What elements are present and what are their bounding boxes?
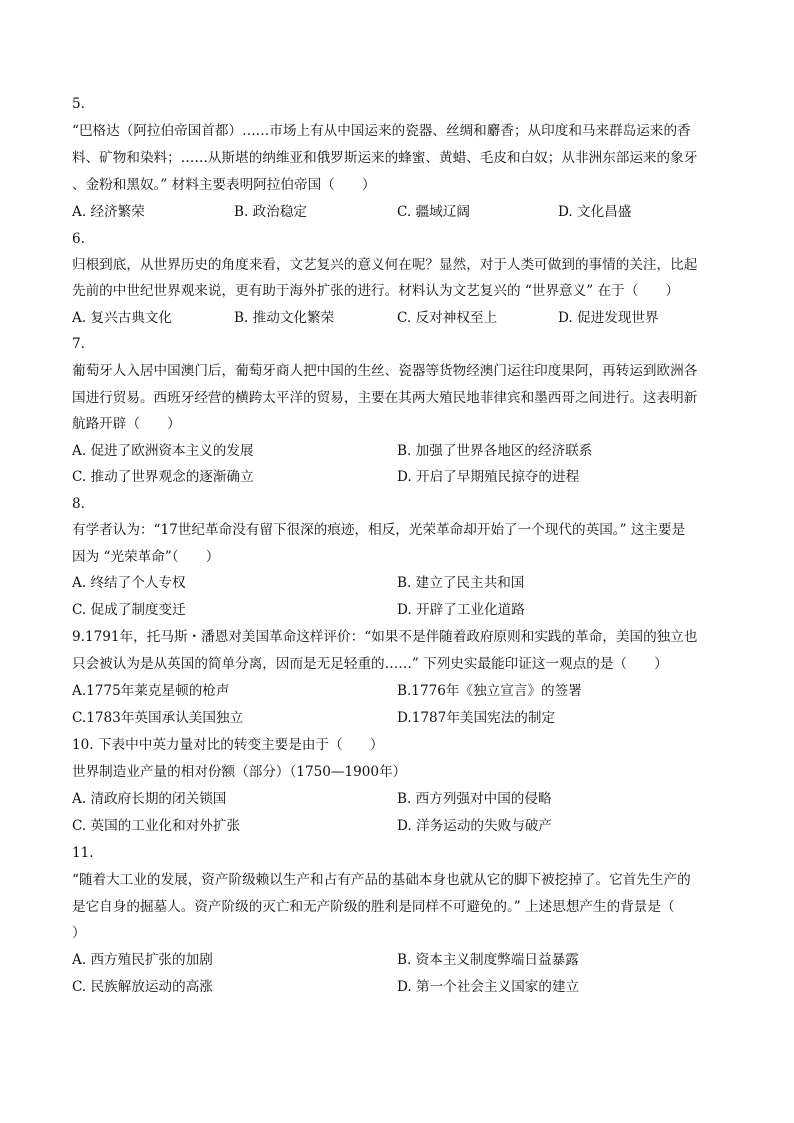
question-5-stem-line-1: “巴格达（阿拉伯帝国首都）……市场上有从中国运来的瓷器、丝绸和麝香；从印度和马来群岛运来的香 — [72, 123, 691, 139]
question-11-option-b: B. 资本主义制度弊端日益暴露 — [397, 952, 579, 968]
question-9-option-d: D.1787年美国宪法的制定 — [397, 710, 556, 726]
question-10-option-d: D. 洋务运动的失败与破产 — [397, 818, 552, 834]
question-9-stem-line-2: 只会被认为是从英国的简单分离，因而是无足轻重的……” 下列史实最能印证这一观点的是（ ） — [72, 656, 668, 672]
question-11-option-a: A. 西方殖民扩张的加剧 — [72, 952, 213, 968]
question-6-option-c: C. 反对神权至上 — [397, 310, 498, 326]
question-8-stem-line-1: 有学者认为：“17世纪革命没有留下很深的痕迹，相反，光荣革命却开始了一个现代的英国。” 这主要是 — [72, 522, 686, 538]
question-10-stem-line-1: 10. 下表中中英力量对比的转变主要是由于（ ） — [72, 737, 384, 753]
question-9-stem-line-1: 9.1791年，托马斯・潘恩对美国革命这样评价：“如果不是伴随着政府原则和实践的革命，美国的独立也 — [72, 629, 698, 645]
question-7-stem-line-3: 航路开辟（ ） — [72, 416, 181, 432]
question-9-option-a: A.1775年莱克星顿的枪声 — [72, 683, 230, 699]
question-11-option-d: D. 第一个社会主义国家的建立 — [397, 979, 580, 995]
question-10-option-a: A. 清政府长期的闭关锁国 — [72, 791, 227, 807]
question-8-option-a: A. 终结了个人专权 — [72, 575, 186, 591]
question-9-option-b: B.1776年《独立宣言》的签署 — [397, 683, 582, 699]
question-6-option-d: D. 促进发现世界 — [558, 310, 659, 326]
question-7-option-a: A. 促进了欧洲资本主义的发展 — [72, 443, 254, 459]
question-5-option-b: B. 政治稳定 — [234, 204, 308, 220]
question-11-stem-line-1: “随着大工业的发展，资产阶级赖以生产和占有产品的基础本身也就从它的脚下被挖掉了。它首先生产的 — [72, 872, 691, 888]
question-5-stem-line-3: 、金粉和黑奴。” 材料主要表明阿拉伯帝国（ ） — [72, 177, 376, 193]
question-7-number: 7. — [72, 336, 85, 352]
question-10-table-caption: 世界制造业产量的相对份额（部分）（1750—1900年） — [72, 764, 407, 780]
question-11-option-c: C. 民族解放运动的高涨 — [72, 979, 213, 995]
question-10-option-c: C. 英国的工业化和对外扩张 — [72, 818, 241, 834]
question-8-option-d: D. 开辟了工业化道路 — [397, 602, 525, 618]
question-8-option-c: C. 促成了制度变迁 — [72, 602, 186, 618]
question-7-stem-line-1: 葡萄牙人入居中国澳门后，葡萄牙商人把中国的生丝、瓷器等货物经澳门运往印度果阿，再转运到欧洲各 — [72, 363, 698, 379]
question-10-option-b: B. 西方列强对中国的侵略 — [397, 791, 552, 807]
question-6-stem-line-2: 先前的中世纪世界观来说，更有助于海外扩张的进行。材料认为文艺复兴的 “世界意义” 在于（ ） — [72, 283, 680, 299]
question-7-option-c: C. 推动了世界观念的逐渐确立 — [72, 469, 254, 485]
question-11-number: 11. — [72, 845, 94, 861]
question-5-option-d: D. 文化昌盛 — [558, 204, 632, 220]
question-6-number: 6. — [72, 231, 85, 247]
question-6-stem-line-1: 归根到底，从世界历史的角度来看，文艺复兴的意义何在呢？显然，对于人类可做到的事情的关注，比起 — [72, 257, 698, 273]
question-8-stem-line-2: 因为 “光荣革命”（ ） — [72, 549, 220, 565]
question-9-option-c: C.1783年英国承认美国独立 — [72, 710, 244, 726]
question-5-option-c: C. 疆域辽阔 — [397, 204, 470, 220]
question-5-number: 5. — [72, 96, 85, 112]
question-5-stem-line-2: 料、矿物和染料；……从斯堪的纳维亚和俄罗斯运来的蜂蜜、黄蜡、毛皮和白奴；从非洲东部运来的象牙 — [72, 150, 698, 166]
question-8-option-b: B. 建立了民主共和国 — [397, 575, 525, 591]
question-7-stem-line-2: 国进行贸易。西班牙经营的横跨太平洋的贸易，主要在其两大殖民地菲律宾和墨西哥之间进行。这表明新 — [72, 390, 698, 406]
question-8-number: 8. — [72, 496, 85, 512]
question-7-option-b: B. 加强了世界各地区的经济联系 — [397, 443, 593, 459]
question-11-stem-line-3: ） — [72, 925, 86, 941]
question-6-option-b: B. 推动文化繁荣 — [234, 310, 335, 326]
question-5-option-a: A. 经济繁荣 — [72, 204, 145, 220]
question-11-stem-line-2: 是它自身的掘墓人。资产阶级的灭亡和无产阶级的胜利是同样不可避免的。” 上述思想产生的背景是（ — [72, 899, 675, 915]
question-7-option-d: D. 开启了早期殖民掠夺的进程 — [397, 469, 580, 485]
question-6-option-a: A. 复兴古典文化 — [72, 310, 173, 326]
